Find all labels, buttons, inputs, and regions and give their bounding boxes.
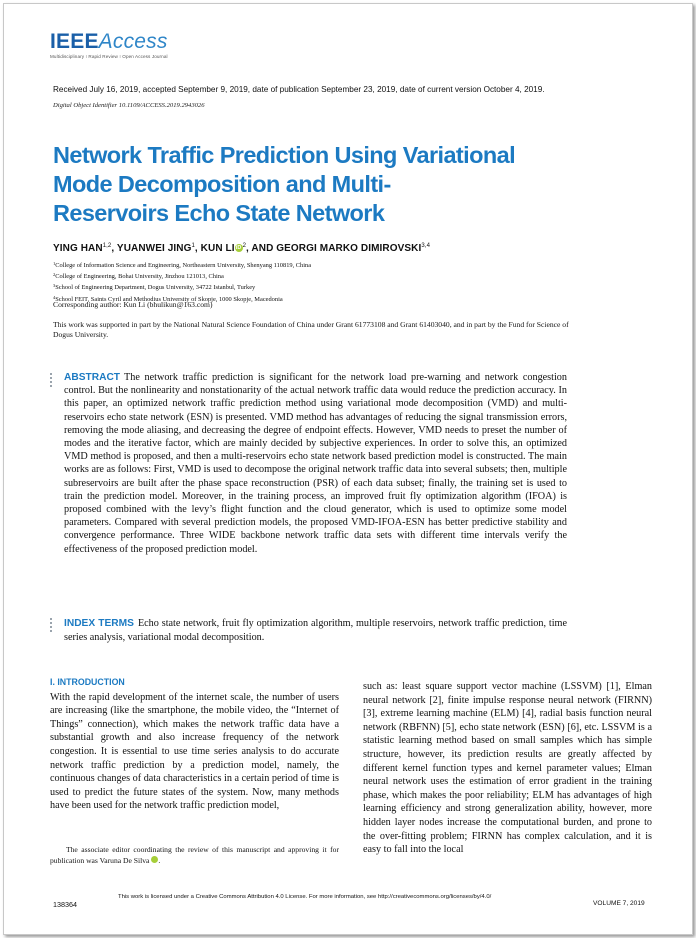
author-affil-sup: 1,2 — [102, 243, 112, 249]
funding-note: This work was supported in part by the National Natural Science Foundation of China under Grant 61773108 and Grant 61403040, and in part by the Fund for Science of Dogus University. — [53, 320, 569, 340]
received-dates: Received July 16, 2019, accepted September 9, 2019, date of publication September 23, 2019, date of current version October 4, 2019. — [53, 85, 545, 94]
intro-left-column — [50, 676, 339, 813]
affiliation-text: College of Engineering, Bohai University, Jinzhou 121013, China — [55, 273, 224, 281]
paper-title — [53, 141, 553, 228]
author-name: YING HAN — [53, 243, 103, 254]
title-line-3: Reservoirs Echo State Network — [53, 200, 385, 226]
editor-note-text: The associate editor coordinating the review of this manuscript and approving it for publication was Varuna De Silva — [50, 845, 339, 865]
index-terms-margin-marker — [50, 618, 55, 632]
affiliation-text: College of Information Science and Engineering, Northeastern University, Shenyang 110819, China — [55, 262, 312, 269]
author-name: , KUN LI — [194, 243, 235, 254]
orcid-icon[interactable]: iD — [235, 245, 242, 251]
affiliation-number: 1 — [53, 261, 56, 266]
corresponding-author: Corresponding author: Kun Li (bhulikun@163.com) — [53, 300, 213, 309]
editor-footnote: The associate editor coordinating the review of this manuscript and approving it for publication was Varuna De Silva iD. — [50, 845, 339, 865]
author-list — [53, 243, 430, 254]
logo-wordmark — [50, 31, 168, 52]
page-number: 138364 — [53, 900, 77, 909]
affiliation-text: School FEIT, Saints Cyril and Methodius University of Skopje, 1000 Skopje, Macedonia — [55, 295, 283, 303]
affiliation-line — [53, 281, 311, 292]
orcid-icon[interactable]: iD — [151, 856, 158, 863]
license-note: This work is licensed under a Creative Commons Attribution 4.0 License. For more information, see http://creativecommons.org/licenses/by/4.0/ — [118, 894, 492, 900]
index-terms — [64, 617, 567, 644]
affiliation-line — [53, 259, 311, 270]
affiliation-number: 4 — [53, 294, 56, 300]
abstract-text: The network traffic prediction is significant for the network load pre-warning and network congestion control. But the nonlinearity and nonstationarity of the actual network traffic data would reduce the prediction accuracy. In this paper, an optimized network traffic prediction method using variational mode decomposition (VMD) and multi-reservoirs echo state network (ESN) is presented. VMD method has advantages of reducing the signal transmission errors, removing the mode aliasing, and decreasing the degree of endpoint effects. However, VMD needs to preset the number of modes and the iterative factor, which are mainly decided by subjective experiences. In order to solve this, an optimized VMD method is proposed, and then a multi-reservoirs echo state network based prediction model is constructed. The main works are as follows: First, VMD is used to decompose the original network traffic data into several subsets; then, multiple subreservoirs are built after the phase space reconstruction (PSR) of each data subset; finally, the training set is used to train the prediction model. Moreover, in the training process, an improved fruit fly optimization algorithm (IFOA) is proposed combined with the levy’s flight function and the cloud generator, which is used to optimize some model parameters. Compared with several prediction models, the proposed VMD-IFOA-ESN has better predictive stability and convergence performance. Three WIDE backbone network traffic data sets with different time intervals verify the effectiveness of the proposed prediction model. — [64, 372, 567, 555]
intro-right-text: such as: least square support vector machine (LSSVM) [1], Elman neural network [2], finite impulse response neural network (FIRNN) [3], extreme learning machine (ELM) [4], radial basis function neural network (RBFNN) [5], echo state network (ESN) [6], etc. LSSVM is a statistic learning method based on small samples which has simple structure, however, its prediction results are greatly affected by different kernel function types and kernel parameter values; Elman neural network uses the estimation of error gradient in the training phase, which makes the poor reliability; ELM has advantages of high learning efficiency and strong generalization ability, however, more hidden layer nodes increase the computational burden, and prone to the over-fitting problem; FIRNN has complex calculation, and it is easy to fall into the local — [363, 681, 652, 856]
logo-ieee: IEEE — [50, 30, 99, 53]
paper-page — [3, 3, 693, 935]
affiliation-text: School of Engineering Department, Dogus University, 34722 Istanbul, Turkey — [55, 284, 256, 292]
author-affil-sup: 3,4 — [421, 243, 431, 249]
intro-right-column — [363, 680, 652, 857]
logo-tagline: Multidisciplinary ⁝ Rapid Review ⁝ Open Access Journal — [50, 54, 168, 59]
title-line-2: Mode Decomposition and Multi- — [53, 171, 391, 197]
index-terms-label: INDEX TERMS — [64, 618, 134, 629]
abstract-label: ABSTRACT — [64, 372, 121, 383]
author-affil-sup: 1 — [191, 243, 195, 249]
affiliations — [53, 259, 311, 304]
volume-label: VOLUME 7, 2019 — [593, 900, 645, 907]
section-heading: I. INTRODUCTION — [50, 677, 125, 687]
abstract — [64, 371, 567, 556]
affiliation-number: 2 — [53, 272, 56, 278]
author-name: , YUANWEI JING — [111, 243, 192, 254]
doi: Digital Object Identifier 10.1109/ACCESS.2019.2943026 — [53, 102, 205, 109]
affiliation-number: 3 — [53, 283, 56, 289]
journal-logo — [50, 31, 168, 60]
title-line-1: Network Traffic Prediction Using Variational — [53, 142, 515, 168]
author-affil-sup: 2 — [242, 243, 247, 249]
abstract-margin-marker — [50, 373, 55, 387]
intro-left-text: With the rapid development of the internet scale, the number of users are increasing (like the smartphone, the mobile video, the “Internet of Things” connection), which makes the network traffic data have a substantial growth and also increase frequency of the network congestion. It is essential to use time series analysis to do accurate network traffic prediction by a prediction model, namely, the continuous changes of data characteristics in a certain period of time is used to predict the future states of the system. Now, many methods have been used for the network traffic prediction model, — [50, 691, 339, 812]
author-name: , AND GEORGI MARKO DIMIROVSKI — [246, 243, 422, 254]
index-terms-text: Echo state network, fruit fly optimization algorithm, multiple reservoirs, network traffic prediction, time series analysis, variational modal decomposition. — [64, 618, 567, 643]
logo-access: Access — [98, 30, 168, 53]
affiliation-line — [53, 270, 311, 281]
